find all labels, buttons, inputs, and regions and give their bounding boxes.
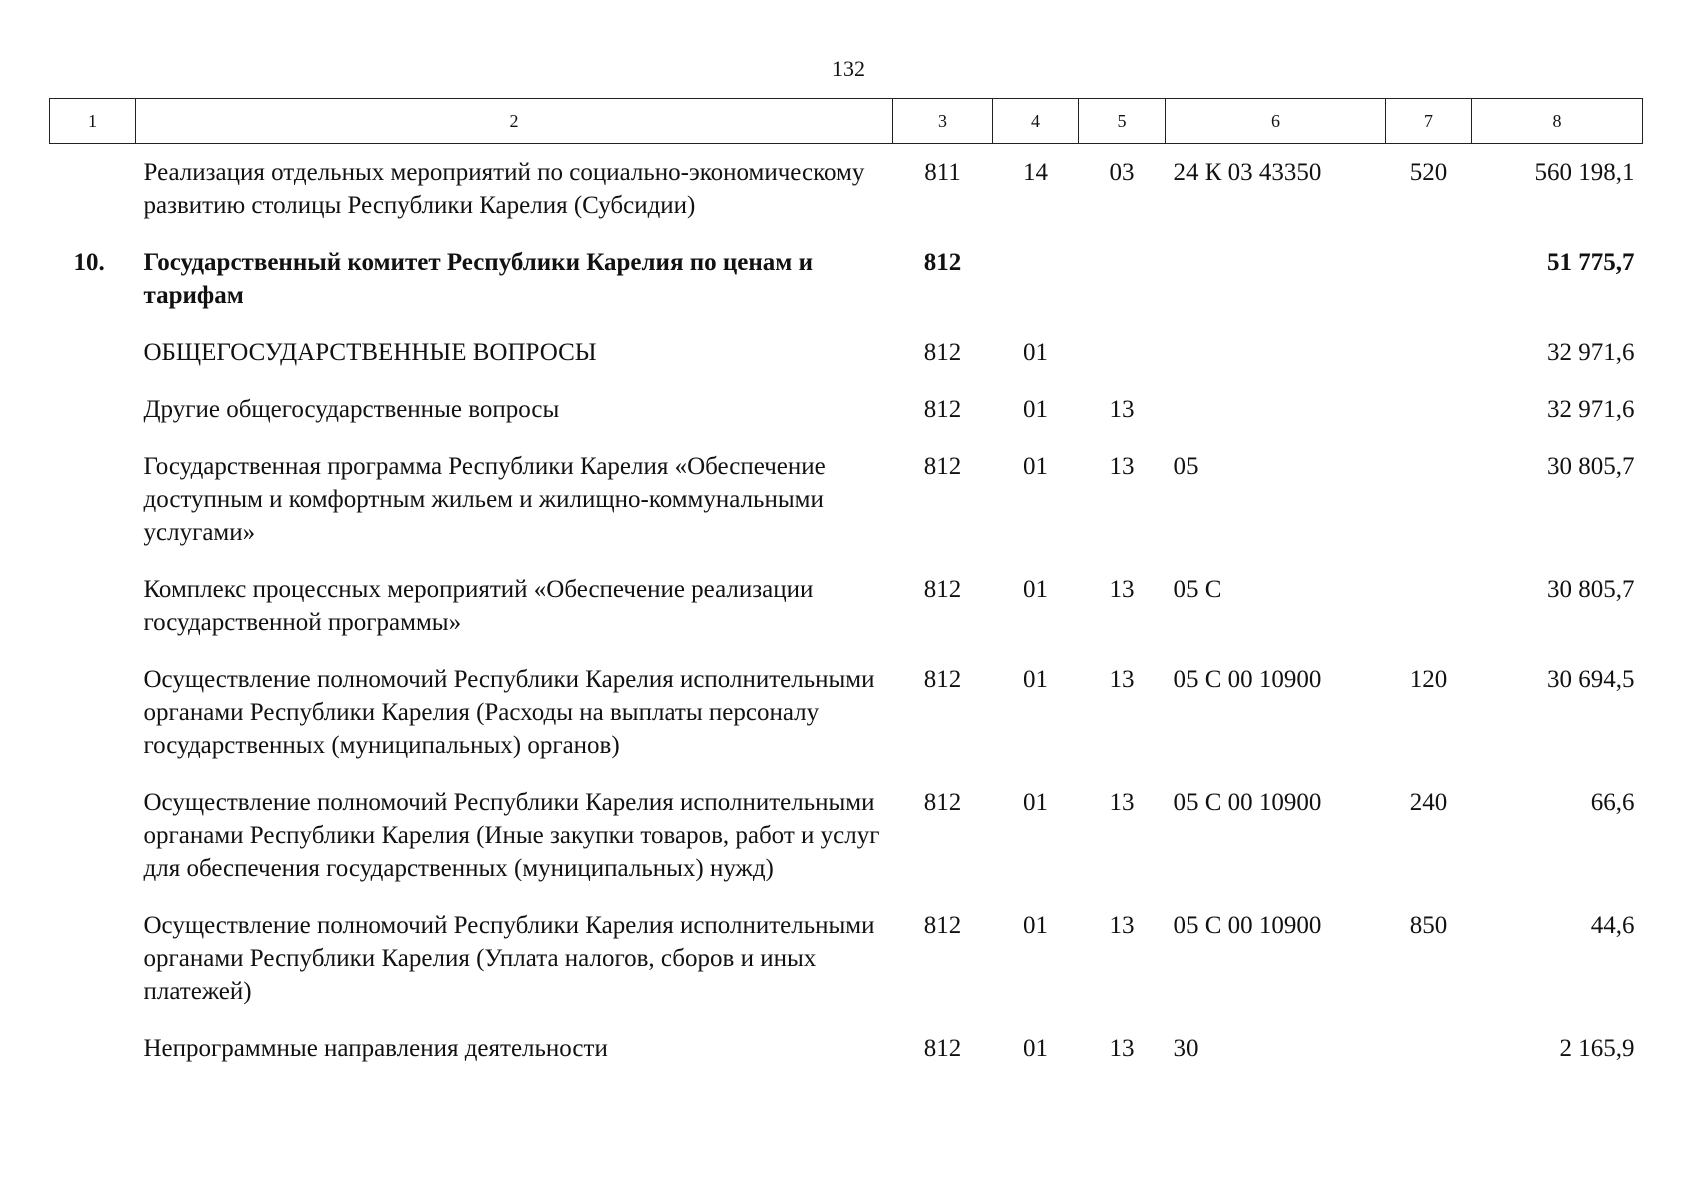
row-expense-type — [1386, 563, 1472, 653]
row-ministry-code: 812 — [923, 396, 962, 423]
row-subsection: 13 — [1109, 1035, 1135, 1062]
table-row — [50, 144, 1643, 237]
row-name: Государственная программа Республики Карелия «Обеспечение доступным и комфортным жильем и жилищно-коммунальными услугами» — [143, 453, 826, 546]
row-number — [50, 440, 136, 563]
row-number — [50, 653, 136, 776]
row-ministry-code: 812 — [923, 339, 962, 366]
column-header: 2 — [136, 99, 893, 144]
row-expense-type: 520 — [1409, 159, 1448, 186]
row-subsection: 03 — [1109, 159, 1135, 186]
row-ministry-code: 812 — [923, 453, 962, 480]
row-ministry-code: 812 — [923, 576, 962, 603]
row-subsection — [1079, 236, 1166, 326]
row-section: 01 — [1023, 453, 1048, 480]
row-section: 01 — [1023, 396, 1048, 423]
row-expense-type — [1386, 383, 1472, 440]
row-number — [50, 899, 136, 1022]
table-row — [50, 653, 1643, 776]
row-ministry-code: 812 — [923, 666, 962, 693]
table-row — [50, 1022, 1643, 1079]
page-number: 132 — [832, 56, 865, 81]
row-expense-type — [1386, 326, 1472, 383]
row-target-article: 05 С 00 10900 — [1173, 912, 1322, 939]
row-section: 01 — [1023, 576, 1048, 603]
row-name: Комплекс процессных мероприятий «Обеспечение реализации государственной программы» — [143, 576, 814, 636]
row-ministry-code: 812 — [923, 1035, 962, 1062]
table-row — [50, 776, 1643, 899]
row-expense-type: 850 — [1409, 912, 1448, 939]
row-expense-type — [1386, 1022, 1472, 1079]
column-header: 7 — [1386, 99, 1472, 144]
row-target-article: 05 — [1173, 453, 1199, 480]
column-header: 1 — [50, 99, 136, 144]
table-row — [50, 440, 1643, 563]
row-ministry-code: 811 — [924, 159, 961, 186]
row-section: 14 — [1023, 159, 1048, 186]
row-name: Осуществление полномочий Республики Карелия исполнительными органами Республики Карелия (Расходы на выплаты персоналу государственных (муниципальных) органов) — [143, 666, 875, 759]
row-amount: 32 971,6 — [1547, 339, 1635, 366]
row-target-article: 05 С — [1173, 576, 1222, 603]
row-expense-type: 240 — [1409, 789, 1448, 816]
row-number — [50, 326, 136, 383]
column-header: 8 — [1472, 99, 1643, 144]
row-subsection: 13 — [1109, 912, 1135, 939]
row-target-article — [1166, 236, 1386, 326]
row-expense-type — [1386, 236, 1472, 326]
row-name: Реализация отдельных мероприятий по социально-экономическому развитию столицы Республики Карелия (Субсидии) — [143, 159, 865, 219]
column-header: 4 — [993, 99, 1079, 144]
row-section — [993, 236, 1079, 326]
row-target-article — [1166, 383, 1386, 440]
row-number — [50, 776, 136, 899]
row-amount: 66,6 — [1590, 789, 1635, 816]
row-amount: 30 805,7 — [1547, 453, 1635, 480]
row-subsection: 13 — [1109, 453, 1135, 480]
row-name: Государственный комитет Республики Карелия по ценам и тарифам — [143, 249, 813, 309]
row-number: 10. — [73, 249, 105, 276]
row-amount: 30 694,5 — [1547, 666, 1635, 693]
row-section: 01 — [1023, 1035, 1048, 1062]
table-row — [50, 563, 1643, 653]
row-target-article: 24 К 03 43350 — [1173, 159, 1322, 186]
row-amount: 51 775,7 — [1547, 249, 1635, 276]
row-number — [50, 383, 136, 440]
row-amount: 32 971,6 — [1547, 396, 1635, 423]
row-target-article — [1166, 326, 1386, 383]
row-name: Другие общегосударственные вопросы — [143, 396, 560, 423]
row-expense-type — [1386, 440, 1472, 563]
row-amount: 30 805,7 — [1547, 576, 1635, 603]
column-header: 6 — [1166, 99, 1386, 144]
row-number — [50, 144, 136, 237]
row-number — [50, 563, 136, 653]
row-amount: 44,6 — [1590, 912, 1635, 939]
row-expense-type: 120 — [1409, 666, 1448, 693]
row-subsection: 13 — [1109, 789, 1135, 816]
row-subsection: 13 — [1109, 396, 1135, 423]
column-header: 3 — [893, 99, 993, 144]
column-number-row — [50, 99, 1643, 144]
table-row — [50, 899, 1643, 1022]
table-row — [50, 236, 1643, 326]
row-ministry-code: 812 — [923, 789, 962, 816]
budget-table — [49, 98, 1643, 1079]
table-row — [50, 326, 1643, 383]
row-section: 01 — [1023, 789, 1048, 816]
row-name: Непрограммные направления деятельности — [143, 1035, 608, 1062]
row-section: 01 — [1023, 912, 1048, 939]
row-ministry-code: 812 — [923, 912, 962, 939]
row-section: 01 — [1023, 339, 1048, 366]
table-row — [50, 383, 1643, 440]
row-section: 01 — [1023, 666, 1048, 693]
row-subsection: 13 — [1109, 666, 1135, 693]
row-name: Осуществление полномочий Республики Карелия исполнительными органами Республики Карелия (Уплата налогов, сборов и иных платежей) — [143, 912, 875, 1005]
row-ministry-code: 812 — [923, 249, 962, 276]
row-amount: 560 198,1 — [1534, 159, 1635, 186]
row-subsection — [1079, 326, 1166, 383]
row-target-article: 05 С 00 10900 — [1173, 789, 1322, 816]
row-name: Осуществление полномочий Республики Карелия исполнительными органами Республики Карелия (Иные закупки товаров, работ и услуг для обеспечения государственных (муниципальных) нужд) — [143, 789, 880, 882]
row-number — [50, 1022, 136, 1079]
row-target-article: 05 С 00 10900 — [1173, 666, 1322, 693]
row-name: ОБЩЕГОСУДАРСТВЕННЫЕ ВОПРОСЫ — [143, 339, 597, 366]
row-target-article: 30 — [1173, 1035, 1199, 1062]
column-header: 5 — [1079, 99, 1166, 144]
row-subsection: 13 — [1109, 576, 1135, 603]
row-amount: 2 165,9 — [1559, 1035, 1635, 1062]
